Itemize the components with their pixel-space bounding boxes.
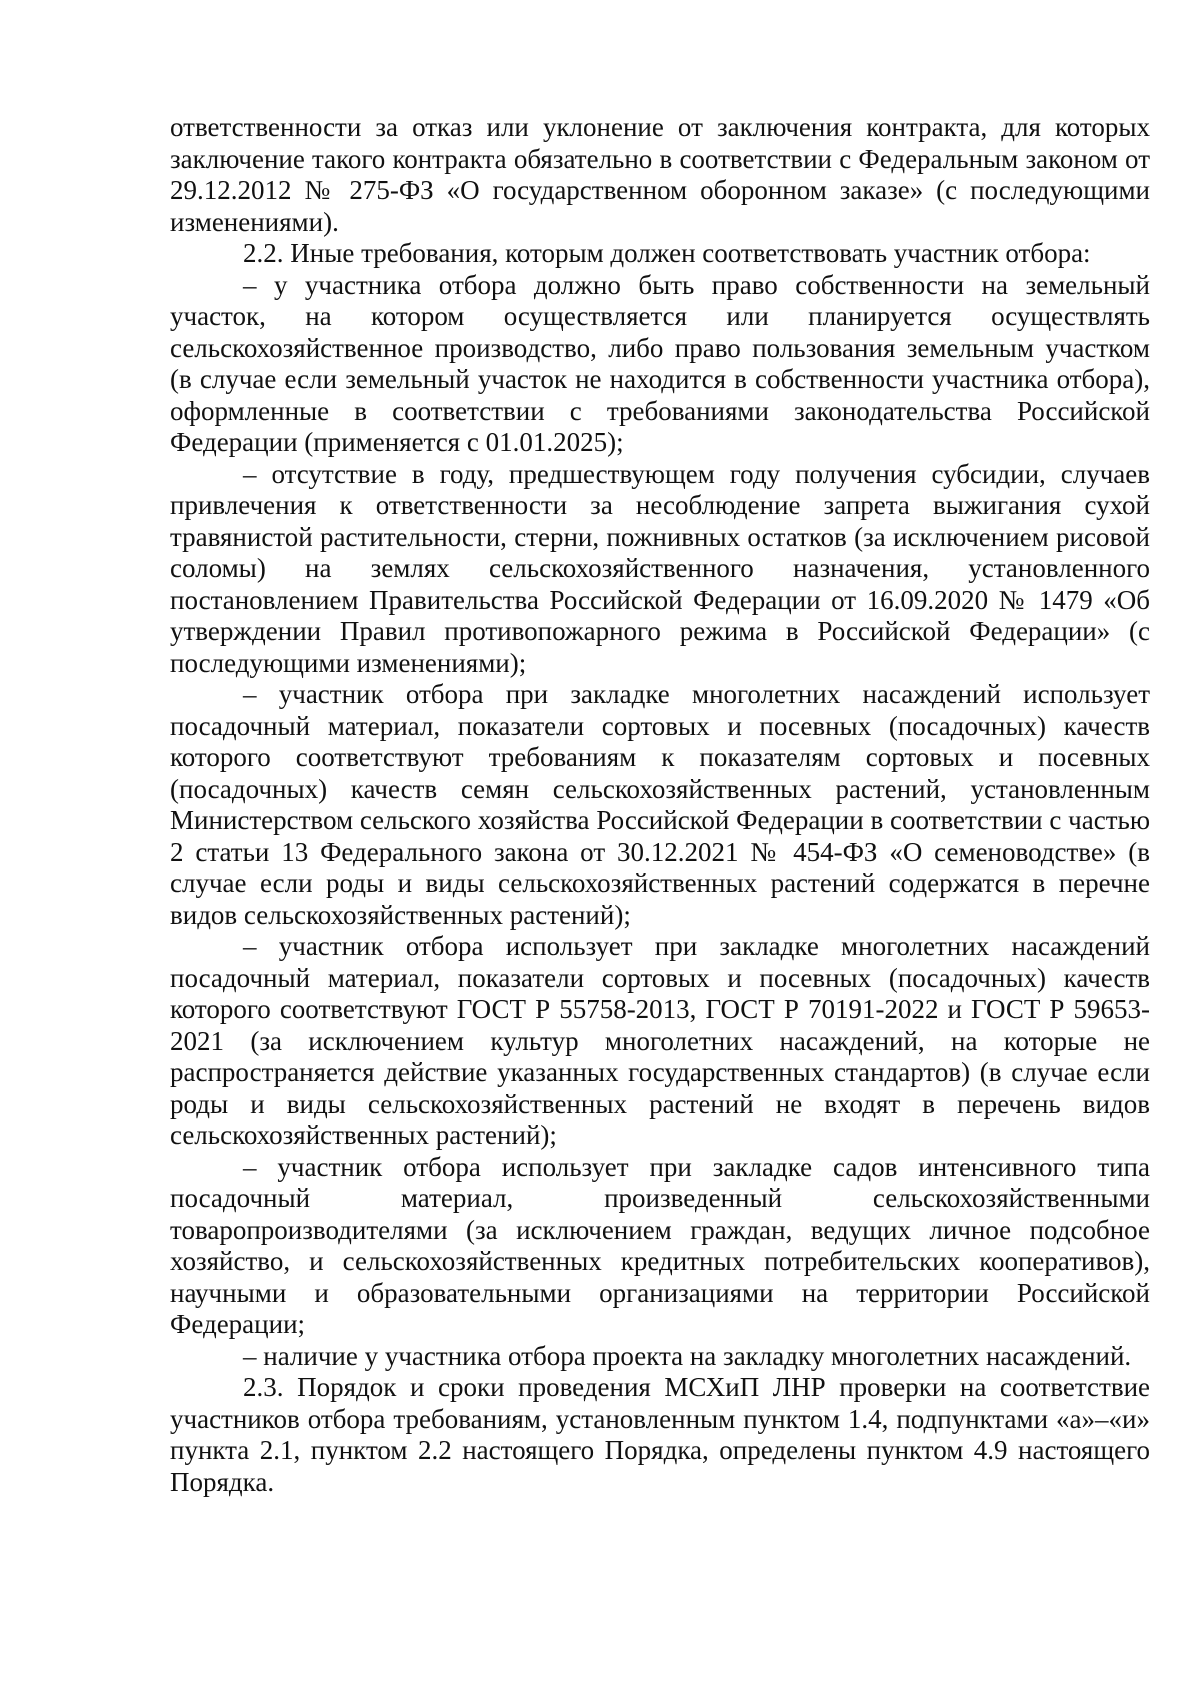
list-item-gost: – участник отбора использует при закладке многолетних насаждений посадочный материал, показатели сортовых и посевных (посадочных) качеств которого соответствуют ГОСТ Р 55758-2013, ГОСТ Р 70191-2022 и ГОСТ Р 59653-2021 (за исключением культур многолетних насаждений, на которые не распространяется действие указанных государственных стандартов) (в случае если роды и виды сельскохозяйственных растений не входят в перечень видов сельскохозяйственных растений); xyxy=(170,931,1150,1150)
list-item-land-right: – у участника отбора должно быть право собственности на земельный участок, на котором осуществляется или планируется осуществлять сельскохозяйственное производство, либо право пользования земельным участком (в случае если земельный участок не находится в собственности участника отбора), оформленные в соответствии с требованиями законодательства Российской Федерации (применяется с 01.01.2025); xyxy=(170,269,1150,457)
paragraph-2-2-heading: 2.2. Иные требования, которым должен соответствовать участник отбора: xyxy=(243,238,1091,268)
list-item-project: – наличие у участника отбора проекта на закладку многолетних насаждений. xyxy=(243,1340,1132,1371)
document-page xyxy=(170,112,1150,1498)
paragraph-continuation: ответственности за отказ или уклонение от заключения контракта, для которых заключение такого контракта обязательно в соответствии с Федеральным законом от 29.12.2012 № 275-ФЗ «О государственном оборонном заказе» (с последующими изменениями). xyxy=(170,112,1150,237)
paragraph-2-3: 2.3. Порядок и сроки проведения МСХиП ЛНР проверки на соответствие участников отбора требованиям, установленным пунктом 1.4, подпунктами «а»–«и» пункта 2.1, пунктом 2.2 настоящего Порядка, определены пунктом 4.9 настоящего Порядка. xyxy=(170,1372,1150,1497)
list-item-intensive-gardens: – участник отбора использует при закладке садов интенсивного типа посадочный материал, произведенный сельскохозяйственными товаропроизводителями (за исключением граждан, ведущих личное подсобное хозяйство, и сельскохозяйственных кредитных потребительских кооперативов), научными и образовательными организациями на территории Российской Федерации; xyxy=(170,1151,1150,1339)
list-item-seed-law: – участник отбора при закладке многолетних насаждений использует посадочный материал, показатели сортовых и посевных (посадочных) качеств которого соответствуют требованиям к показателям сортовых и посевных (посадочных) качеств семян сельскохозяйственных растений, установленным Министерством сельского хозяйства Российской Федерации в соответствии с частью 2 статьи 13 Федерального закона от 30.12.2021 № 454-ФЗ «О семеноводстве» (в случае если роды и виды сельскохозяйственных растений содержатся в перечне видов сельскохозяйственных растений); xyxy=(170,679,1150,930)
list-item-burning-ban: – отсутствие в году, предшествующем году получения субсидии, случаев привлечения к ответственности за несоблюдение запрета выжигания сухой травянистой растительности, стерни, пожнивных остатков (за исключением рисовой соломы) на землях сельскохозяйственного назначения, установленного постановлением Правительства Российской Федерации от 16.09.2020 № 1479 «Об утверждении Правил противопожарного режима в Российской Федерации» (с последующими изменениями); xyxy=(170,458,1150,678)
